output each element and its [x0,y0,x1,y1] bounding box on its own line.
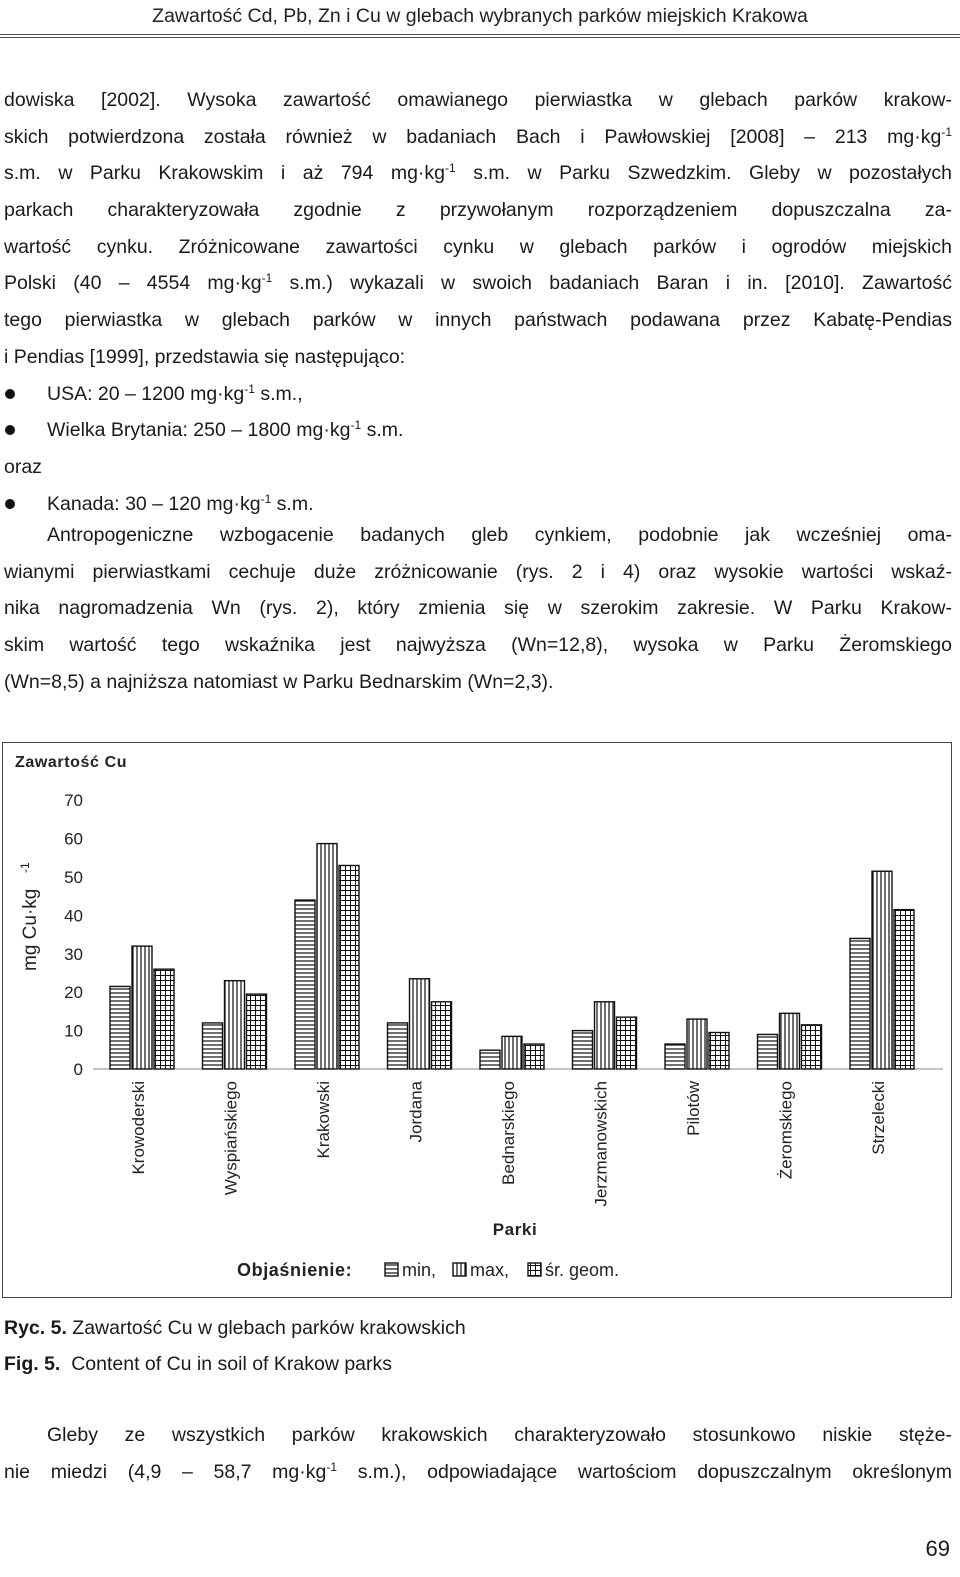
bar-max-7 [780,1013,800,1069]
text-line: nie miedzi (4,9 – 58,7 $mg\cdot kg^{-1}$ s.m.), odpowiadające wartościom dopuszczalnym określonym [4,1459,952,1483]
paragraph-3 [4,1417,952,1490]
bar-rgeom-3 [432,1002,452,1069]
bar-min-7 [758,1034,778,1069]
x-tick-label: Jordana [406,1081,426,1143]
bar-rgeom-8 [894,910,914,1069]
bar-rgeom-5 [617,1017,637,1069]
bullet-item: Kanada: 30 – 120 $mg\cdot kg^{-1}$ s.m. [4,486,952,523]
bar-rgeom-7 [802,1025,822,1069]
bar-max-8 [872,871,892,1069]
bullet-item: USA: 20 – 1200 $mg\cdot kg^{-1}$ s.m., [4,376,952,413]
paragraph-1 [4,82,952,522]
x-tick-label: Krakowski [314,1081,333,1159]
bar-max-0 [132,946,152,1069]
bar-max-5 [595,1002,615,1069]
y-tick-label: 50 [64,868,83,887]
text-line: Gleby ze wszystkich parków krakowskich charakteryzowało stosunkowo niskie stęże- [47,1424,952,1446]
bullet-dot-icon [5,425,15,435]
text-line: wartość cynku. Zróżnicowane zawartości cynku w glebach parków i ogrodów miejskich [4,235,952,258]
x-tick-label: Jerzmanowskich [591,1081,611,1207]
x-tick-label: Bednarskiego [499,1081,518,1185]
y-tick-label: 70 [64,791,83,811]
x-tick-label: Żeromskiego [776,1081,796,1180]
legend-item-label: max, [470,1260,510,1280]
text-line: skim wartość tego wskaźnika jest najwyższa (Wn=12,8), wysoka w Parku Żeromskiego [4,634,952,657]
y-axis-label-superscript: -1 [18,862,32,873]
y-tick-label: 40 [64,906,83,926]
legend-title: Objaśnienie: [237,1260,353,1280]
text-line: parkach charakteryzowała zgodnie z przywołanym rozporządzeniem dopuszczalna za- [4,199,952,222]
text-line-oraz: oraz [4,455,42,478]
bar-min-6 [665,1044,685,1069]
legend-item-label: min, [402,1260,437,1280]
y-tick-label: 30 [64,944,83,964]
caption-pl: Ryc. 5. Zawartość Cu w glebach parków krakowskich [4,1317,466,1339]
y-tick-label: 20 [64,983,83,1003]
x-axis-label: Parki [492,1220,538,1239]
y-tick-label: 0 [73,1060,83,1079]
text-line: dowiska [2002]. Wysoka zawartość omawianego pierwiastka w glebach parków krakow- [4,89,952,111]
text-line: Antropogeniczne wzbogacenie badanych gleb cynkiem, podobnie jak wcześniej oma- [47,524,952,546]
bar-min-3 [388,1023,408,1069]
figure-cu-chart [2,742,952,1298]
paragraph-2 [4,517,952,700]
bar-max-6 [687,1019,707,1069]
y-tick-label: 60 [64,829,83,849]
legend-swatch-1 [453,1263,466,1276]
header-rule [0,34,960,35]
legend-item-label: śr. geom. [545,1260,620,1280]
bar-chart [3,743,953,1299]
y-axis-label: mg Cu·kg [20,888,41,971]
bullet-item: Wielka Brytania: 250 – 1800 $mg\cdot kg^{-1}$ s.m. [4,412,952,449]
bullet-dot-icon [5,499,15,509]
bar-max-3 [410,979,430,1069]
x-tick-label: Pilotów [684,1081,703,1136]
bar-rgeom-6 [709,1033,729,1069]
bar-min-1 [203,1023,223,1069]
legend-swatch-0 [385,1263,398,1276]
text-line: wianymi pierwiastkami cechuje duże zróżnicowanie (rys. 2 i 4) oraz wysokie wartości wskaź- [4,560,952,583]
chart-title: Zawartość Cu [15,754,128,771]
x-tick-label: Strzelecki [869,1081,888,1155]
text-line: (Wn=8,5) a najniższa natomiast w Parku Bednarskim (Wn=2,3). [4,670,554,693]
bar-min-2 [295,900,315,1069]
bar-rgeom-2 [339,865,359,1069]
bar-max-1 [225,981,245,1069]
bar-max-4 [502,1036,522,1069]
text-line: i Pendias [1999], przedstawia się następująco: [4,345,406,368]
bar-rgeom-1 [247,994,267,1069]
header-rule-secondary [0,37,960,38]
text-line: tego pierwiastka w glebach parków w innych państwach podawana przez Kabatę-Pendias [4,309,952,332]
caption-en: Fig. 5. Content of Cu in soil of Krakow parks [4,1353,393,1375]
legend-swatch-2 [528,1263,541,1276]
running-head: Zawartość Cd, Pb, Zn i Cu w glebach wybranych parków miejskich Krakowa [152,5,808,27]
x-tick-label: Wyspiańskiego [221,1081,241,1196]
bar-rgeom-0 [154,969,174,1069]
y-tick-label: 10 [64,1021,83,1041]
bar-min-4 [480,1050,500,1069]
text-line: s.m. w Parku Krakowskim i aż 794 $mg\cdot kg^{-1}$ s.m. w Parku Szwedzkim. Gleby w pozostałych [4,161,953,185]
x-tick-label: Krowoderski [129,1081,148,1175]
bullet-dot-icon [5,389,15,399]
bar-rgeom-4 [524,1044,544,1069]
bar-min-5 [573,1031,593,1069]
bar-min-0 [110,986,130,1069]
text-line: nika nagromadzenia Wn (rys. 2), który zmienia się w szerokim zakresie. W Parku Krakow- [4,597,952,620]
text-line: Polski (40 – 4554 $mg\cdot kg^{-1}$ s.m.) wykazali w swoich badaniach Baran i in. [2010]. Zawartość [4,271,953,295]
bar-min-8 [850,938,870,1069]
text-line: skich potwierdzona została również w badaniach Bach i Pawłowskiej [2008] – 213 $mg\cdot kg^{-1}$ [4,124,952,148]
bar-max-2 [317,844,337,1069]
page-number: 69 [925,1536,950,1561]
